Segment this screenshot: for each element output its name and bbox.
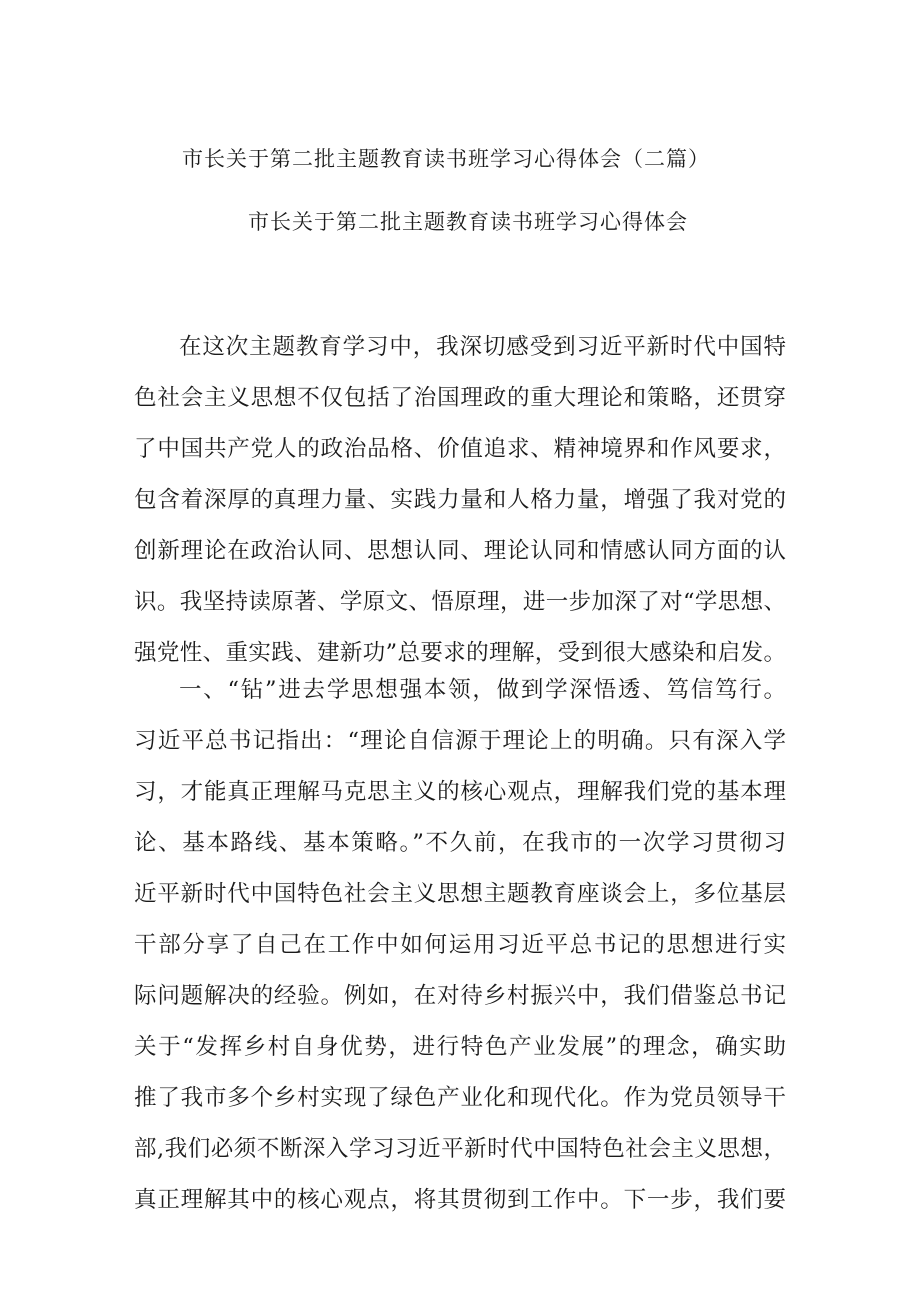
- document-subtitle: 市长关于第二批主题教育读书班学习心得体会: [248, 210, 688, 234]
- paragraph-line: 近平新时代中国特色社会主义思想主题教育座谈会上，多位基层: [134, 881, 786, 907]
- paragraph-line: 一、“钻”进去学思想强本领，做到学深悟透、笃信笃行。: [179, 677, 786, 703]
- paragraph-line: 真正理解其中的核心观点，将其贯彻到工作中。下一步，我们要: [134, 1187, 786, 1213]
- paragraph-line: 干部分享了自己在工作中如何运用习近平总书记的思想进行实: [134, 932, 786, 958]
- paragraph-2: [134, 665, 786, 1226]
- paragraph-line: 创新理论在政治认同、思想认同、理论认同和情感认同方面的认: [134, 538, 786, 564]
- paragraph-line: 习近平总书记指出：“理论自信源于理论上的明确。只有深入学: [134, 728, 786, 754]
- paragraph-line: 强党性、重实践、建新功”总要求的理解，受到很大感染和启发。: [134, 640, 786, 666]
- paragraph-line: 识。我坚持读原著、学原文、悟原理，进一步加深了对“学思想、: [134, 589, 786, 615]
- paragraph-line: 推了我市多个乡村实现了绿色产业化和现代化。作为党员领导干: [134, 1085, 786, 1111]
- paragraph-1: [134, 322, 786, 679]
- paragraph-line: 包含着深厚的真理力量、实践力量和人格力量，增强了我对党的: [134, 487, 786, 513]
- paragraph-line: 在这次主题教育学习中，我深切感受到习近平新时代中国特: [179, 334, 786, 360]
- document-title: 市长关于第二批主题教育读书班学习心得体会（二篇）: [182, 147, 710, 171]
- paragraph-line: 际问题解决的经验。例如，在对待乡村振兴中，我们借鉴总书记: [134, 983, 786, 1009]
- paragraph-line: 论、基本路线、基本策略。”不久前，在我市的一次学习贯彻习: [134, 830, 786, 856]
- paragraph-line: 了中国共产党人的政治品格、价值追求、精神境界和作风要求，: [134, 436, 786, 462]
- paragraph-line: 部,我们必须不断深入学习习近平新时代中国特色社会主义思想，: [134, 1136, 786, 1162]
- paragraph-line: 关于“发挥乡村自身优势，进行特色产业发展”的理念，确实助: [134, 1034, 786, 1060]
- paragraph-line: 色社会主义思想不仅包括了治国理政的重大理论和策略，还贯穿: [134, 385, 786, 411]
- paragraph-line: 习，才能真正理解马克思主义的核心观点，理解我们党的基本理: [134, 779, 786, 805]
